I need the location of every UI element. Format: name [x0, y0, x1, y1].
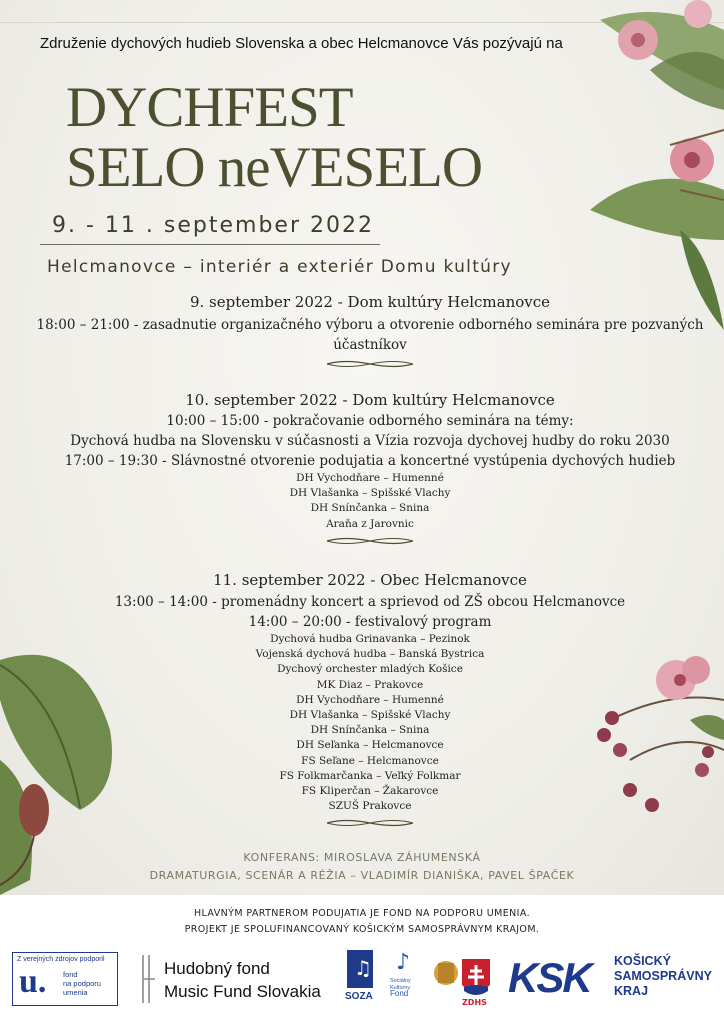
sf-text-line: Fond [390, 989, 409, 998]
partner-line-2: PROJEKT JE SPOLUFINANCOVANÝ KOŠICKÝM SAMOSPRÁVNYM KRAJOM. [184, 924, 540, 935]
band-list-item: Araňa z Jarovnic [326, 517, 414, 530]
event-dates: 9. - 11 . september 2022 [52, 213, 374, 238]
band-list-item: MK Diaz – Prakovce [316, 678, 424, 691]
fpu-name-line: na podporu [63, 979, 101, 988]
event-title [66, 78, 482, 198]
title-line-1: DYCHFEST [66, 76, 353, 139]
day1-section [20, 293, 720, 373]
title-line-2: SELO neVESELO [66, 136, 483, 199]
band-list-item: DH Seľanka – Helcmanovce [296, 739, 444, 752]
sf-mark-icon: ♪ [396, 950, 411, 975]
ksk-name-line: SAMOSPRÁVNY [614, 969, 712, 983]
credits-direction: DRAMATURGIA, SCENÁR A RÉŽIA – VLADIMÍR DIANIŠKA, PAVEL ŠPAČEK [149, 869, 575, 882]
day2-section [20, 391, 720, 550]
fpu-letter: u. [19, 963, 47, 1000]
day3-line1: 13:00 – 14:00 - promenádny koncert a sprievod od ZŠ obcou Helcmanovce [114, 594, 626, 610]
day3-heading: 11. september 2022 - Obec Helcmanovce [213, 571, 527, 589]
ksk-mark: KSK [508, 954, 591, 1001]
fpu-name-line: umenia [63, 988, 88, 997]
event-venue: Helcmanovce – interiér a exteriér Domu kultúry [47, 257, 512, 277]
band-list-item: DH Vychodňare – Humenné [296, 693, 444, 706]
day1-heading: 9. september 2022 - Dom kultúry Helcmanovce [189, 293, 551, 311]
soza-mark-icon: ♫ [347, 950, 373, 988]
hf-line2: Music Fund Slovakia [164, 982, 321, 1001]
day2-line2: Dychová hudba na Slovensku v súčasnosti a Vízia rozvoja dychovej hudby do roku 2030 [70, 433, 670, 449]
hudobny-fond-logo [140, 950, 340, 1010]
day1-line1: 18:00 – 21:00 - zasadnutie organizačného výboru a otvorenie odborného seminára pre pozvaných [36, 317, 704, 333]
ornament-divider [325, 536, 415, 546]
sf-text-line: Sociálny [390, 978, 411, 984]
sf-text [390, 978, 411, 998]
band-list-item: DH Snínčanka – Snina [310, 502, 430, 515]
soza-text: SOZA [345, 991, 373, 1002]
fpu-logo [12, 952, 118, 1006]
day3-section [20, 571, 720, 832]
zdhs-logo-icon [432, 953, 496, 1009]
ksk-name-line: KOŠICKÝ [614, 954, 671, 968]
intro-text: Združenie dychových hudieb Slovenska a obec Helcmanovce Vás pozývajú na [40, 35, 563, 52]
fpu-name-line: fond [63, 970, 78, 979]
soza-logo [345, 950, 375, 1008]
day2-line1: 10:00 – 15:00 - pokračovanie odborného seminára na témy: [166, 413, 574, 429]
fpu-top-text: Z verejných zdrojov podporil [17, 956, 105, 963]
band-list-item: DH Vlašanka – Spišské Vlachy [289, 709, 451, 722]
band-list-item: FS Kliperčan – Žakarovce [301, 785, 439, 798]
ornament-divider [325, 359, 415, 369]
partner-line-1: HLAVNÝM PARTNEROM PODUJATIA JE FOND NA PODPORU UMENIA. [193, 908, 531, 919]
partner-footer [0, 895, 724, 1024]
band-list-item: FS Seľane – Helcmanovce [301, 754, 439, 767]
credits-host: KONFERANS: MIROSLAVA ZÁHUMENSKÁ [243, 851, 481, 864]
dates-underline [40, 244, 380, 245]
svg-text:ZDHS: ZDHS [462, 998, 487, 1007]
band-list-item: DH Vychodňare – Humenné [296, 472, 444, 484]
day2-heading: 10. september 2022 - Dom kultúry Helcmanovce [185, 391, 555, 409]
band-list-item: SZUŠ Prakovce [328, 800, 412, 813]
band-list-item: Vojenská dychová hudba – Banská Bystrica [255, 648, 485, 661]
social-fund-logo [390, 950, 420, 1008]
ksk-name-line: KRAJ [614, 984, 649, 998]
band-list-item: Dychová hudba Grinavanka – Pezinok [270, 633, 470, 645]
day3-line2: 14:00 – 20:00 - festivalový program [248, 614, 492, 630]
band-list-item: DH Snínčanka – Snina [310, 724, 430, 737]
band-list-item: Dychový orchester mladých Košice [277, 663, 463, 676]
fpu-name [63, 970, 101, 997]
hf-mark-icon [140, 953, 158, 1005]
band-list-item: DH Vlašanka – Spišské Vlachy [289, 487, 451, 500]
day1-line2: účastníkov [333, 337, 407, 353]
day2-line3: 17:00 – 19:30 - Slávnostné otvorenie podujatia a koncertné vystúpenia dychových hudieb [64, 453, 676, 469]
ksk-name [614, 954, 712, 999]
hf-line1: Hudobný fond [164, 959, 270, 978]
band-list-item: FS Folkmarčanka – Veľký Folkmar [279, 769, 461, 782]
ornament-divider [325, 818, 415, 828]
ksk-logo [508, 953, 718, 1009]
sf-text-line: Kultúrny [390, 984, 411, 991]
